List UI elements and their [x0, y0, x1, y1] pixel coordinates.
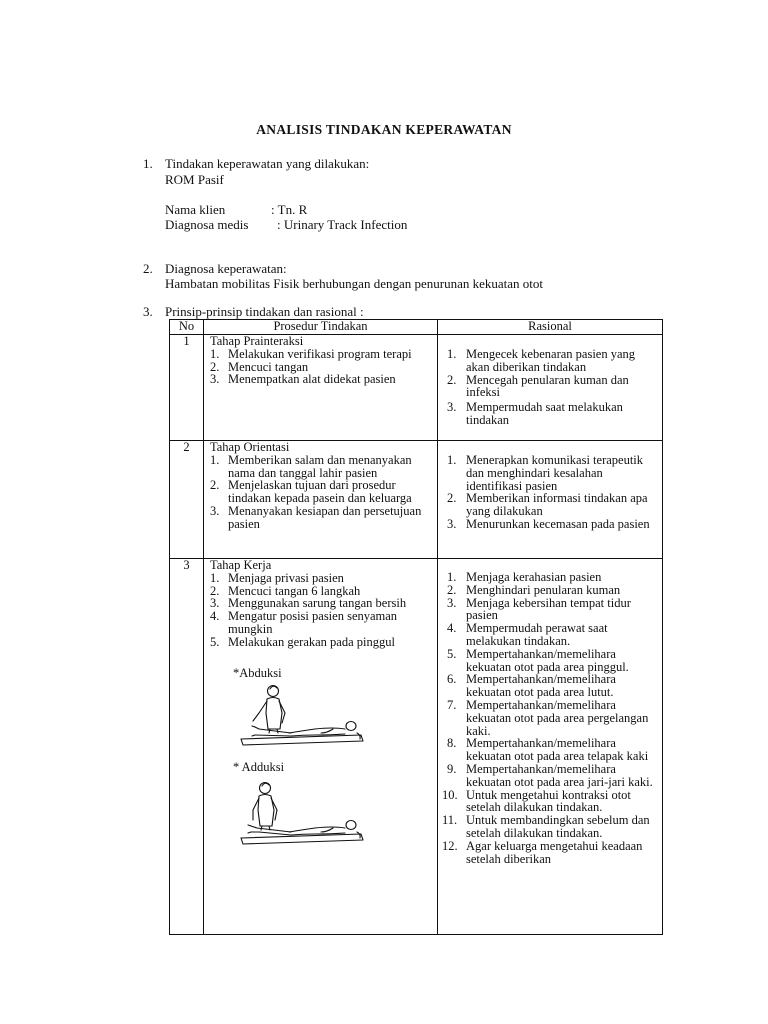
rationale-cell	[438, 335, 663, 441]
section-1-value: ROM Pasif	[165, 172, 224, 187]
list-item: 2. Menjelaskan tujuan dari prosedur tindakan kepada pasein dan keluarga	[210, 478, 412, 506]
list-item: 11. Untuk membandingkan sebelum dan setelah dilakukan tindakan.	[442, 813, 650, 840]
list-item: 4. Mengatur posisi pasien senyaman mungkin	[210, 609, 398, 636]
list-item: 3. Menggunakan sarung tangan bersih	[210, 596, 407, 611]
list-item: 4. Mempermudah perawat saat melakukan tindakan.	[447, 621, 608, 648]
list-item: 5. Melakukan gerakan pada pinggul	[210, 634, 395, 649]
list-item: 5. Mempertahankan/memelihara kekuatan otot pada area pinggul.	[447, 646, 629, 674]
client-name-label: Nama klien	[165, 202, 226, 217]
header-procedure: Prosedur Tindakan	[204, 320, 438, 335]
list-item: 2. Mencuci tangan 6 langkah	[210, 583, 361, 598]
list-item: 7. Mempertahankan/memelihara kekuatan otot pada area pergelangan kaki.	[447, 697, 649, 738]
abduction-illustration-icon	[237, 683, 367, 749]
stage-title: Tahap Prainteraksi	[210, 334, 304, 348]
stage-title: Tahap Orientasi	[210, 440, 290, 454]
section-2-value: Hambatan mobilitas Fisik berhubungan dengan penurunan kekuatan otot	[165, 276, 543, 291]
medical-diagnosis-label: Diagnosa medis	[165, 217, 249, 232]
list-item: 2. Mencegah penularan kuman dan infeksi	[447, 372, 629, 400]
section-3-heading: Prinsip-prinsip tindakan dan rasional :	[165, 304, 364, 319]
list-item: 1. Menjaga privasi pasien	[210, 570, 344, 585]
header-rationale: Rasional	[438, 320, 663, 335]
adduction-label: * Adduksi	[233, 760, 285, 775]
list-item: 2. Mencuci tangan	[210, 359, 309, 374]
row-number: 3	[170, 559, 204, 935]
row-number: 2	[170, 441, 204, 559]
stage-title: Tahap Kerja	[210, 558, 272, 572]
list-item: 3. Menjaga kebersihan tempat tidur pasien	[447, 595, 631, 623]
section-2-number: 2.	[143, 261, 153, 276]
list-item: 2. Memberikan informasi tindakan apa yang dilakukan	[447, 491, 648, 519]
section-2-heading: Diagnosa keperawatan:	[165, 261, 287, 276]
list-item: 2. Menghindari penularan kuman	[447, 582, 621, 597]
section-3-number: 3.	[143, 304, 153, 319]
list-item: 9. Mempertahankan/memelihara kekuatan otot pada area jari-jari kaki.	[447, 761, 653, 789]
section-1-heading: Tindakan keperawatan yang dilakukan:	[165, 156, 370, 171]
list-item: 10. Untuk mengetahui kontraksi otot setelah dilakukan tindakan.	[442, 787, 631, 815]
list-item: 3. Menempatkan alat didekat pasien	[210, 372, 396, 387]
list-item: 1. Memberikan salam dan menanyakan nama dan tanggal lahir pasien	[210, 452, 412, 480]
adduction-illustration-icon	[237, 778, 367, 848]
list-item: 8. Mempertahankan/memelihara kekuatan otot pada area telapak kaki	[447, 736, 649, 764]
list-item: 3. Menanyakan kesiapan dan persetujuan pasien	[210, 503, 422, 531]
client-name-value: : Tn. R	[271, 202, 308, 217]
procedure-cell	[204, 441, 438, 559]
procedure-cell	[204, 559, 438, 935]
procedure-table	[169, 319, 663, 935]
list-item: 6. Mempertahankan/memelihara kekuatan otot pada area lutut.	[447, 672, 616, 700]
table-row	[170, 335, 663, 441]
table-row	[170, 559, 663, 935]
rationale-cell	[438, 559, 663, 935]
list-item: 1. Menerapkan komunikasi terapeutik dan menghindari kesalahan identifikasi pasien	[447, 453, 644, 493]
section-1-number: 1.	[143, 156, 153, 171]
list-item: 3. Menurunkan kecemasan pada pasien	[447, 516, 650, 531]
procedure-cell	[204, 335, 438, 441]
list-item: 1. Menjaga kerahasian pasien	[447, 570, 602, 584]
table-header-row	[170, 320, 663, 335]
list-item: 12. Agar keluarga mengetahui keadaan setelah diberikan	[442, 838, 643, 866]
table-row	[170, 441, 663, 559]
list-item: 3. Mempermudah saat melakukan tindakan	[447, 400, 623, 427]
rationale-cell	[438, 441, 663, 559]
abduction-label: *Abduksi	[233, 665, 282, 680]
header-no: No	[170, 320, 204, 335]
medical-diagnosis-value: : Urinary Track Infection	[277, 217, 408, 232]
list-item: 1. Melakukan verifikasi program terapi	[210, 346, 412, 361]
page-title: ANALISIS TINDAKAN KEPERAWATAN	[256, 122, 512, 137]
list-item: 1. Mengecek kebenaran pasien yang akan diberikan tindakan	[447, 347, 636, 374]
row-number: 1	[170, 335, 204, 441]
